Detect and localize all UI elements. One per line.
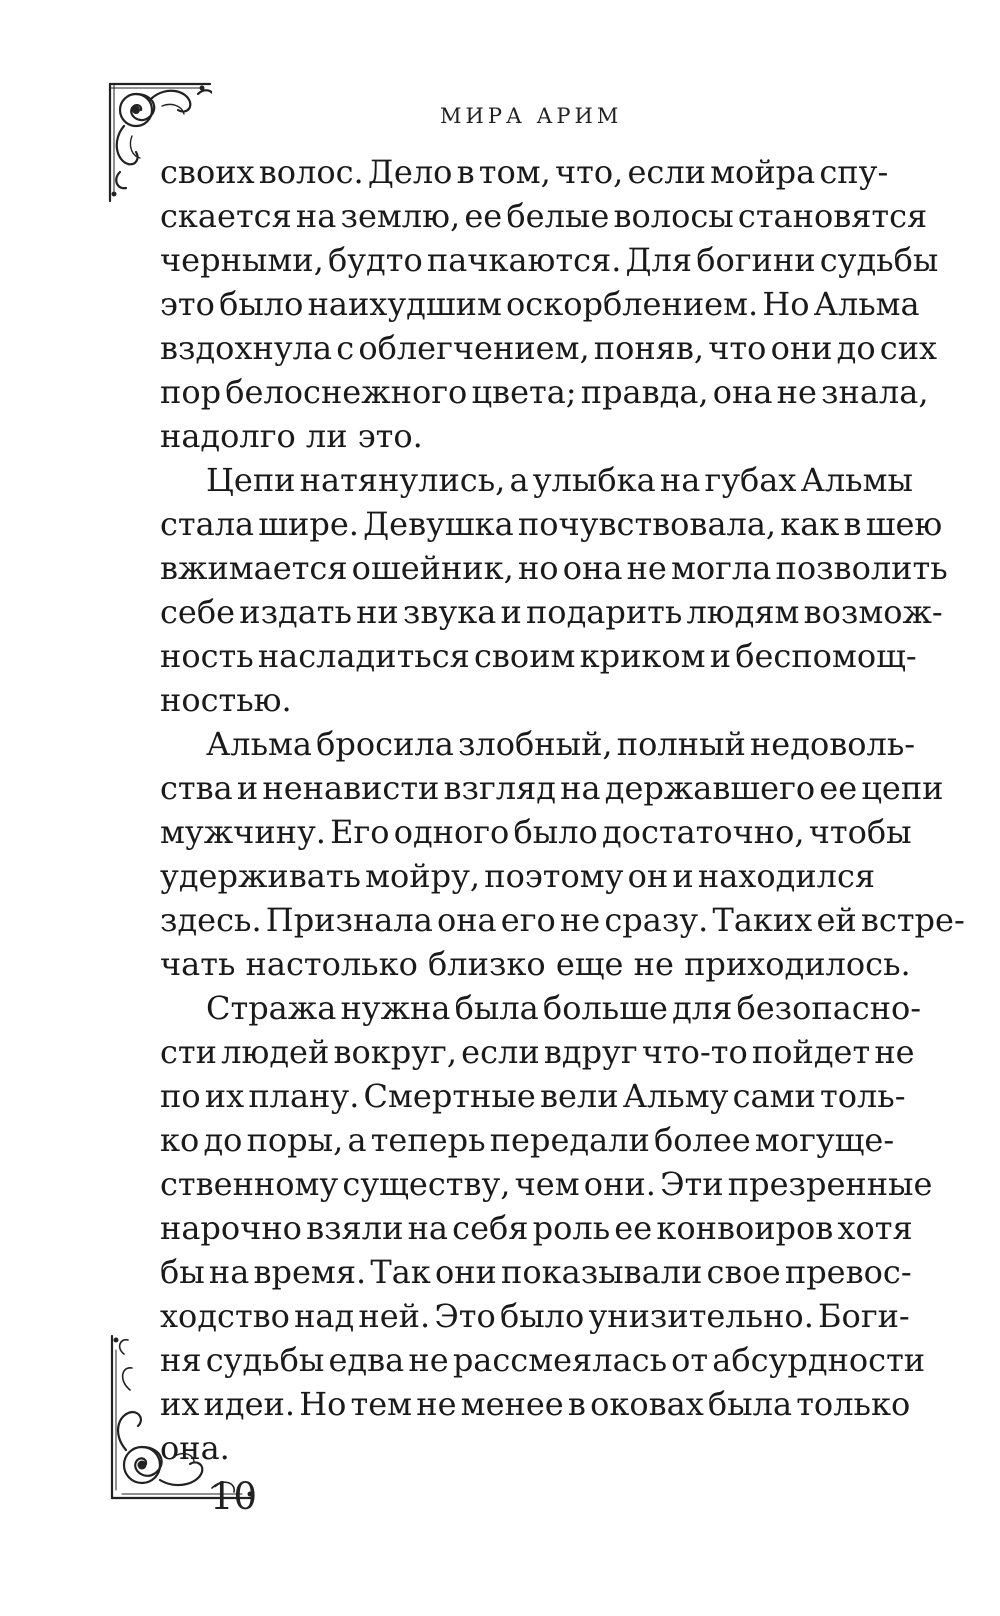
page-number: 10 <box>210 1475 258 1518</box>
text-line: ня судьбы едва не рассмеялась от абсурдности <box>160 1341 926 1379</box>
text-line: ходство над ней. Это было унизительно. Боги- <box>160 1297 910 1335</box>
text-line: сти людей вокруг, если вдруг что-то пойдет не <box>160 1033 915 1071</box>
text-line: надолго ли это. <box>160 417 423 455</box>
text-line: ко до поры, а теперь передали более могуще- <box>160 1121 895 1159</box>
text-line: нарочно взяли на себя роль ее конвоиров хотя <box>160 1209 913 1247</box>
running-header-author: МИРА АРИМ <box>440 104 623 128</box>
text-line: Цепи натянулись, а улыбка на губах Альмы <box>206 461 913 499</box>
body-text <box>160 150 965 1470</box>
text-line: здесь. Признала она его не сразу. Таких ей встре- <box>160 901 965 939</box>
text-line: она. <box>160 1429 230 1467</box>
text-line: это было наихудшим оскорблением. Но Альма <box>160 285 920 323</box>
text-line: пор белоснежного цвета; правда, она не знала, <box>160 373 929 411</box>
text-line: их идеи. Но тем не менее в оковах была только <box>160 1385 911 1423</box>
text-line: себе издать ни звука и подарить людям возмож- <box>160 593 943 631</box>
text-line: вздохнула с облегчением, поняв, что они до сих <box>160 329 938 367</box>
text-line: стала шире. Девушка почувствовала, как в шею <box>160 505 943 543</box>
text-line: ность насладиться своим криком и беспомощ- <box>160 637 917 675</box>
text-line: Альма бросила злобный, полный недоволь- <box>206 725 916 763</box>
text-line: своих волос. Дело в том, что, если мойра спу- <box>160 153 889 191</box>
text-line: вжимается ошейник, но она не могла позволить <box>160 549 948 587</box>
text-line: по их плану. Смертные вели Альму сами толь- <box>160 1077 906 1115</box>
text-line: ственному существу, чем они. Эти презренные <box>160 1165 933 1203</box>
text-line: Стража нужна была больше для безопасно- <box>206 989 922 1027</box>
text-line: скается на землю, ее белые волосы становятся <box>160 197 928 235</box>
text-line: ностью. <box>160 681 292 719</box>
text-line: ства и ненависти взгляд на державшего ее цепи <box>160 769 944 807</box>
text-line: черными, будто пачкаются. Для богини судьбы <box>160 241 939 279</box>
text-line: удерживать мойру, поэтому он и находился <box>160 857 876 895</box>
text-line: чать настолько близко еще не приходилось. <box>160 945 911 983</box>
text-line: мужчину. Его одного было достаточно, чтобы <box>160 813 912 851</box>
text-line: бы на время. Так они показывали свое превос- <box>160 1253 912 1291</box>
